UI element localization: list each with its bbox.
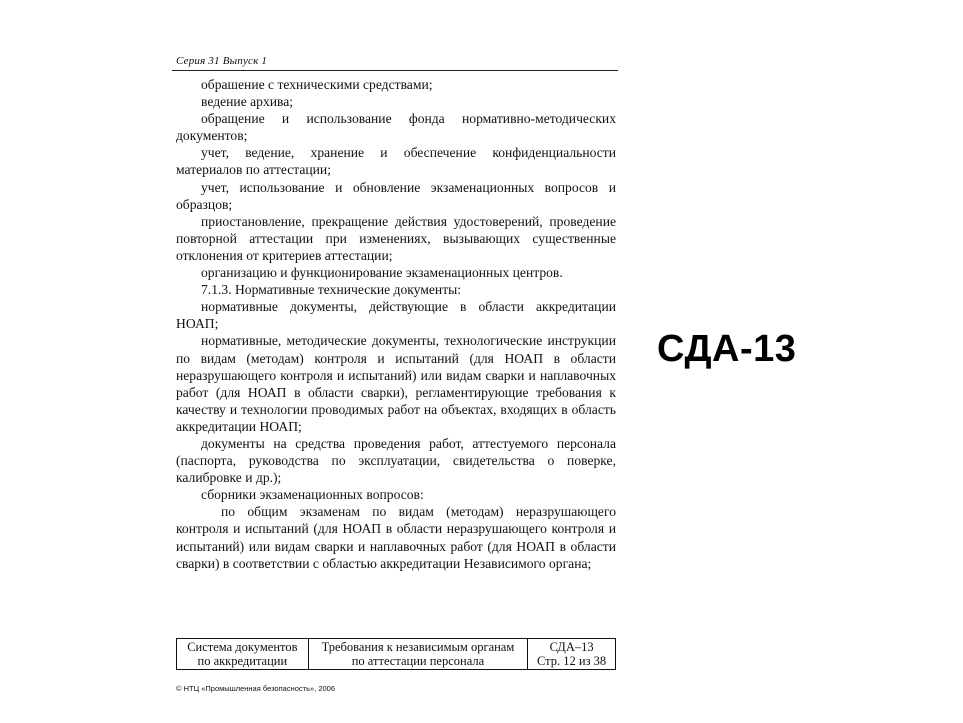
paragraph: обрашение с техническими средствами; [201,77,433,92]
document-code-label: СДА-13 [657,328,797,370]
footer-text: Стр. 12 из 38 [537,654,607,668]
paragraph: нормативные документы, действующие в области аккредитации НОАП; [176,299,616,332]
footer-system-cell [177,639,309,670]
footer-text: Система документов [187,640,298,654]
paragraph: сборники экзаменационных вопросов: [201,487,424,503]
section-heading: 7.1.3. Нормативные технические документы: [201,282,462,298]
footer-text: СДА–13 [549,640,594,654]
footer-text: по аккредитации [197,654,288,668]
paragraph: обращение и использование фонда нормативно-методических документов; [176,111,616,144]
paragraph: ведение архива; [201,94,294,110]
footer-text: по аттестации персонала [351,654,485,668]
scanned-page [172,50,618,705]
paragraph: документы на средства проведения работ, аттестуемого персонала (паспорта, руководства по эксплуатации, свидетельства о поверке, калибровке и др.); [176,435,616,486]
paragraph: по общим экзаменам по видам (методам) неразрушающего контроля и испытаний (для НОАП в области неразрушающего контроля и испытаний) или видам сварки и наплавочных работ (для НОАП в области сварки) в соответствии с областью аккредитации Независимого органа; [176,504,616,571]
paragraph: учет, ведение, хранение и обеспечение конфиденциальности материалов по аттестации; [176,145,616,178]
paragraph: приостановление, прекращение действия удостоверений, проведение повторной аттестации при изменениях, вызывающих существенные отклонения от критериев аттестации; [176,213,616,263]
copyright-notice: © НТЦ «Промышленная безопасность», 2006 [176,684,336,693]
series-header: Серия 31 Выпуск 1 [176,55,268,67]
paragraph: учет, использование и обновление экзаменационных вопросов и образцов; [176,179,616,212]
header-divider [172,70,618,71]
paragraph: нормативные, методические документы, технологические инструкции по видам (методам) контроля и испытаний (для НОАП в области неразрушающего контроля и испытаний) или видам сварки и наплавочных работ (для НОАП в области сварки), регламентирующие требования к качеству и технологии проводимых работ на объектах, входящих в область аккредитации НОАП; [176,333,616,434]
footer-page-cell [528,639,616,670]
document-footer-table [176,638,616,670]
document-body [176,76,616,572]
footer-text: Требования к независимым органам [321,640,515,654]
footer-title-cell [308,639,528,670]
paragraph: организацию и функционирование экзаменационных центров. [201,265,563,281]
